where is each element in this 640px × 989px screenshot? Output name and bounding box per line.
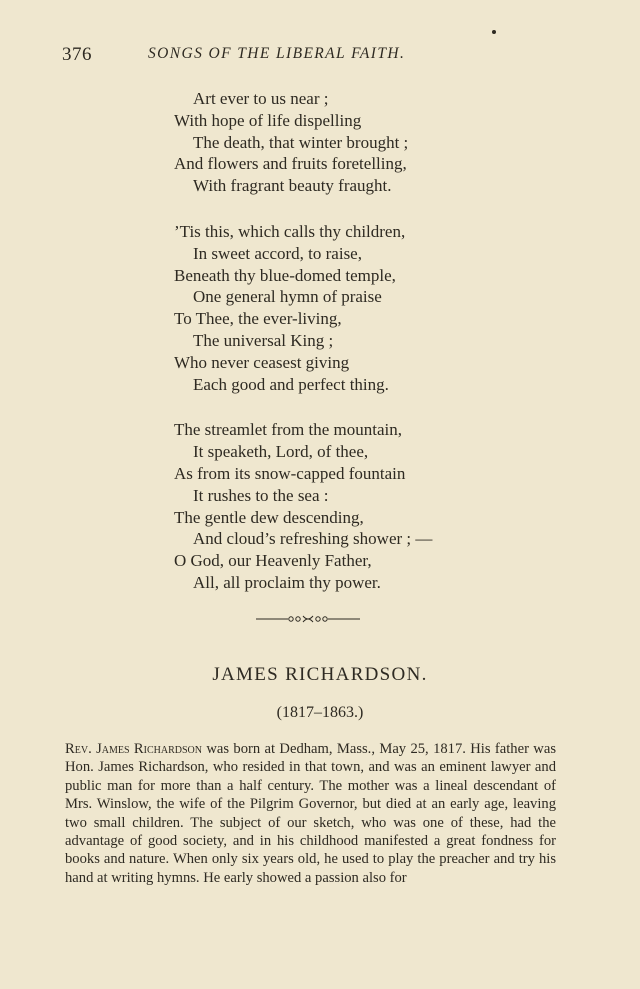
poem-line: It rushes to the sea :	[193, 485, 329, 505]
poem-line: ’Tis this, which calls thy children,	[174, 221, 406, 241]
poem-line: And cloud’s refreshing shower ; —	[193, 529, 433, 549]
biography-paragraph	[65, 740, 556, 887]
page-number: 376	[62, 44, 92, 65]
poem-line: The streamlet from the mountain,	[174, 420, 403, 440]
poem-line: In sweet accord, to raise,	[193, 243, 362, 263]
hymn-poem	[174, 88, 504, 618]
stanza	[174, 221, 504, 395]
ink-speck	[492, 30, 496, 34]
poem-line: Each good and perfect thing.	[193, 374, 389, 394]
poem-line: Art ever to us near ;	[193, 89, 329, 108]
running-head	[62, 44, 482, 70]
poem-line: The gentle dew descending,	[174, 507, 364, 527]
poem-line: With fragrant beauty fraught.	[193, 176, 392, 196]
section-dates: (1817–1863.)	[276, 704, 364, 721]
ornament-divider	[256, 612, 360, 626]
poem-line: With hope of life dispelling	[174, 110, 362, 130]
stanza	[174, 419, 504, 593]
poem-line: Who never ceasest giving	[174, 352, 350, 372]
poem-line: Beneath thy blue-domed temple,	[174, 265, 396, 285]
poem-line: To Thee, the ever-living,	[174, 309, 342, 329]
biography-lead: Rev. James Richardson	[65, 741, 202, 757]
poem-line: The universal King ;	[193, 330, 334, 350]
poem-line: One general hymn of praise	[193, 287, 382, 307]
poem-line: As from its snow-capped fountain	[174, 463, 406, 483]
stanza	[174, 88, 504, 197]
running-title: SONGS OF THE LIBERAL FAITH.	[148, 45, 406, 62]
poem-line: And flowers and fruits foretelling,	[174, 154, 407, 174]
poem-line: The death, that winter brought ;	[193, 132, 409, 152]
poem-line: It speaketh, Lord, of thee,	[193, 442, 369, 462]
poem-line: All, all proclaim thy power.	[193, 572, 381, 592]
section-heading: JAMES RICHARDSON.	[212, 664, 428, 685]
poem-line: O God, our Heavenly Father,	[174, 551, 372, 571]
biography-text: was born at Dedham, Mass., May 25, 1817. His father was Hon. James Richardson, who resided in that town, and was an eminent lawyer and public man for more than a half century. The mother was a lineal descendant of Mrs. Winslow, the wife of the Pilgrim Governor, but died at an early age, leaving two small children. The subject of our sketch, who was one of these, had the advantage of good society, and in his childhood manifested a great fondness for books and nature. When only six years old, he used to play the preacher and try his hand at writing hymns. He early showed a passion also for	[65, 741, 556, 886]
